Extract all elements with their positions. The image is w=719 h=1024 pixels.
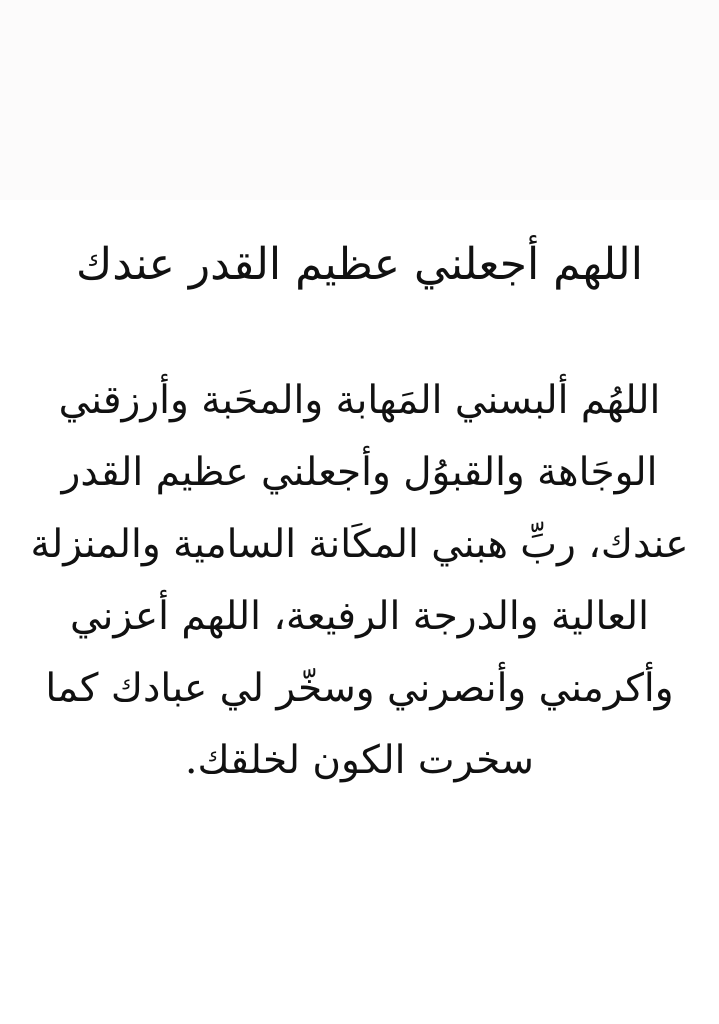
prayer-line: الوجَاهة والقبوُل وأجعلني عظيم القدر bbox=[61, 450, 658, 495]
prayer-body bbox=[30, 365, 689, 797]
document-title: اللهم أجعلني عظيم القدر عندك bbox=[76, 239, 643, 290]
prayer-line: العالية والدرجة الرفيعة، اللهم أعزني bbox=[70, 594, 649, 639]
document-content bbox=[30, 235, 689, 797]
prayer-line: سخرت الكون لخلقك. bbox=[185, 738, 534, 783]
prayer-line: اللهُم ألبسني المَهابة والمحَبة وأرزقني bbox=[58, 378, 661, 423]
background-band bbox=[0, 0, 719, 200]
prayer-line: وأكرمني وأنصرني وسخّر لي عبادك كما bbox=[45, 666, 674, 711]
prayer-line: عندك، ربِّ هبني المكَانة السامية والمنزلة bbox=[30, 522, 689, 567]
